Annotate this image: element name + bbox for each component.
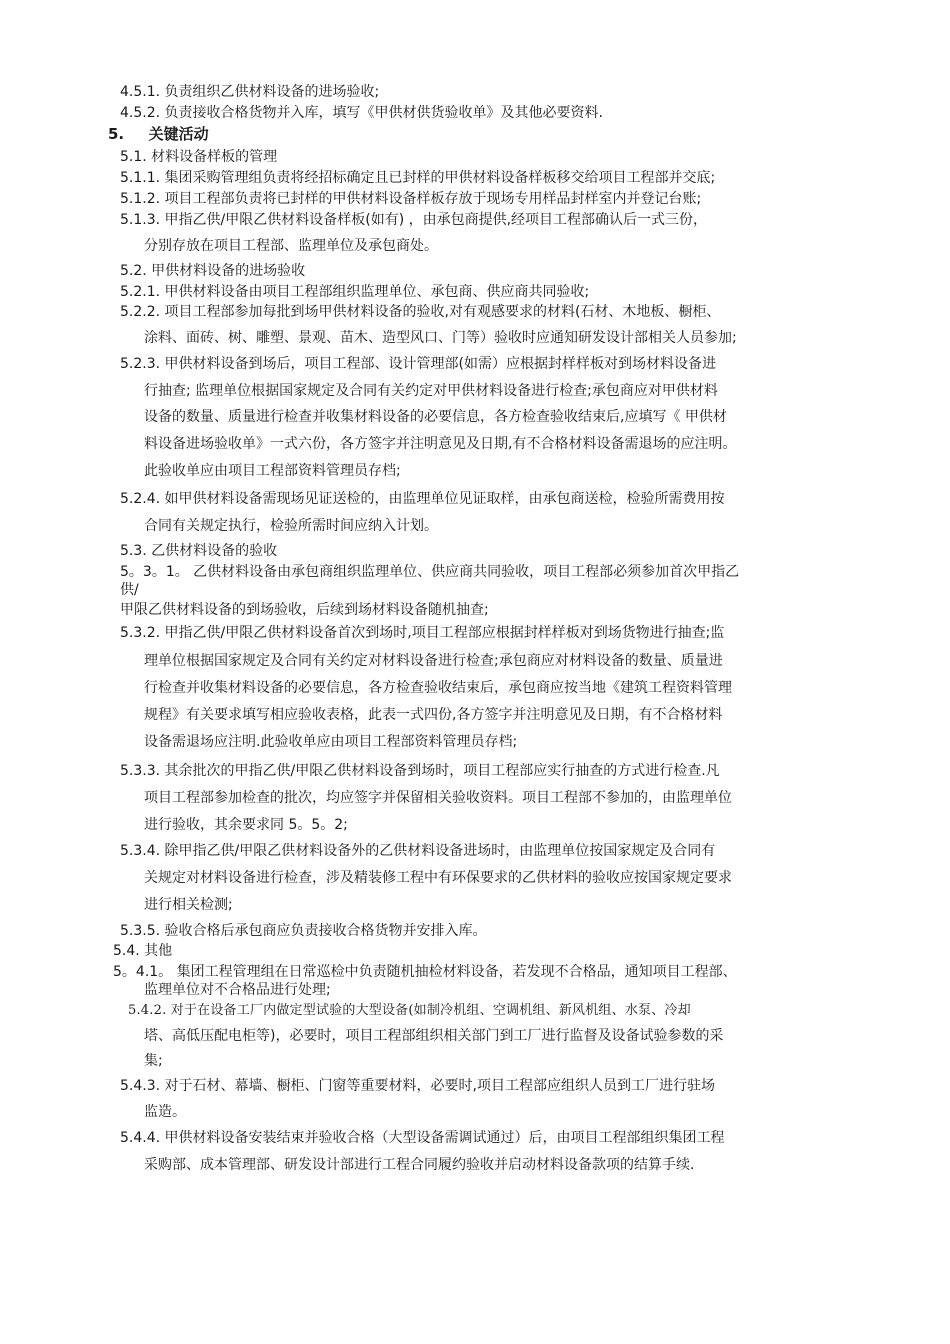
clause-5-2-3-cont-4: 此验收单应由项目工程部资料管理员存档; bbox=[144, 463, 401, 479]
clause-5-2-3-cont-1: 行抽查; 监理单位根据国家规定及合同有关约定对甲供材料设备进行检查;承包商应对甲供材料 bbox=[144, 383, 718, 399]
clause-5-2-1: 5.2.1. 甲供材料设备由项目工程部组织监理单位、承包商、供应商共同验收; bbox=[120, 284, 590, 300]
clause-5-4-1: 5。4.1。 集团工程管理组在日常巡检中负责随机抽检材料设备，若发现不合格品，通知项目工程部、 bbox=[113, 964, 737, 980]
clause-5-2-2: 5.2.2. 项目工程部参加每批到场甲供材料设备的验收,对有观感要求的材料(石材、木地板、橱柜、 bbox=[120, 304, 721, 320]
clause-5-3-4: 5.3.4. 除甲指乙供/甲限乙供材料设备外的乙供材料设备进场时，由监理单位按国家规定及合同有 bbox=[120, 843, 716, 859]
subsection-5-3: 5.3. 乙供材料设备的验收 bbox=[120, 543, 278, 559]
clause-5-3-2-cont-3: 规程》有关要求填写相应验收表格，此表一式四份,各方签字并注明意见及日期，有不合格材料 bbox=[144, 707, 723, 723]
clause-5-3-1-cont: 甲限乙供材料设备的到场验收，后续到场材料设备随机抽查; bbox=[120, 602, 489, 618]
clause-4-5-1: 4.5.1. 负责组织乙供材料设备的进场验收; bbox=[120, 84, 380, 100]
clause-5-3-3-cont-1: 项目工程部参加检查的批次，均应签字并保留相关验收资料。项目工程部不参加的，由监理单位 bbox=[144, 790, 732, 806]
clause-5-1-3-cont: 分别存放在项目工程部、监理单位及承包商处。 bbox=[144, 238, 438, 254]
section-5-number: 5. bbox=[108, 125, 125, 143]
clause-5-4-2-cont-1: 塔、高低压配电柜等)，必要时，项目工程部组织相关部门到工厂进行监督及设备试验参数的采 bbox=[144, 1028, 724, 1044]
clause-5-2-4-cont: 合同有关规定执行，检验所需时间应纳入计划。 bbox=[144, 518, 438, 534]
clause-5-3-2-cont-4: 设备需退场应注明.此验收单应由项目工程部资料管理员存档; bbox=[144, 734, 518, 750]
clause-5-3-4-cont-1: 关规定对材料设备进行检查，涉及精装修工程中有环保要求的乙供材料的验收应按国家规定要求 bbox=[144, 870, 732, 886]
clause-5-1-3: 5.1.3. 甲指乙供/甲限乙供材料设备样板(如有) ，由承包商提供,经项目工程部确认后一式三份， bbox=[120, 212, 708, 228]
clause-5-2-2-cont: 涂料、面砖、树、雕塑、景观、苗木、造型风口、门等）验收时应通知研发设计部相关人员参加; bbox=[144, 330, 737, 346]
clause-5-1-1: 5.1.1. 集团采购管理组负责将经招标确定且已封样的甲供材料设备样板移交给项目工程部并交底; bbox=[120, 170, 716, 186]
clause-5-4-4: 5.4.4. 甲供材料设备安装结束并验收合格（大型设备需调试通过）后，由项目工程部组织集团工程 bbox=[120, 1130, 725, 1146]
subsection-5-4: 5.4. 其他 bbox=[113, 943, 173, 959]
clause-5-4-1-cont: 监理单位对不合格品进行处理; bbox=[144, 982, 331, 998]
clause-5-3-2-cont-2: 行检查并收集材料设备的必要信息，各方检查验收结束后，承包商应按当地《建筑工程资料管理 bbox=[144, 680, 732, 696]
clause-5-1-2: 5.1.2. 项目工程部负责将已封样的甲供材料设备样板存放于现场专用样品封样室内并登记台账; bbox=[120, 191, 702, 207]
subsection-5-1: 5.1. 材料设备样板的管理 bbox=[120, 149, 278, 165]
clause-4-5-2: 4.5.2. 负责接收合格货物并入库，填写《甲供材供货验收单》及其他必要资料. bbox=[120, 105, 603, 121]
clause-5-3-4-cont-2: 进行相关检测; bbox=[144, 897, 233, 913]
clause-5-3-2-cont-1: 理单位根据国家规定及合同有关约定对材料设备进行检查;承包商应对材料设备的数量、质量进 bbox=[144, 653, 723, 669]
section-5-heading bbox=[108, 125, 209, 143]
clause-5-3-3: 5.3.3. 其余批次的甲指乙供/甲限乙供材料设备到场时，项目工程部应实行抽查的方式进行检查.凡 bbox=[120, 763, 720, 779]
clause-5-3-3-cont-2: 进行验收，其余要求同 5。5。2; bbox=[144, 817, 348, 833]
clause-5-3-1-wrap: 供/ bbox=[120, 582, 139, 598]
clause-5-4-2-cont-2: 集; bbox=[144, 1053, 163, 1069]
clause-5-3-1: 5。3。1。 乙供材料设备由承包商组织监理单位、供应商共同验收，项目工程部必须参加首次甲指乙 bbox=[120, 564, 740, 580]
subsection-5-2: 5.2. 甲供材料设备的进场验收 bbox=[120, 263, 306, 279]
clause-5-2-3: 5.2.3. 甲供材料设备到场后，项目工程部、设计管理部(如需）应根据封样样板对到场材料设备进 bbox=[120, 356, 716, 372]
clause-5-4-3-cont: 监造。 bbox=[144, 1104, 186, 1120]
clause-5-2-3-cont-2: 设备的数量、质量进行检查并收集材料设备的必要信息，各方检查验收结束后,应填写《 甲供材 bbox=[144, 409, 727, 425]
clause-5-2-4: 5.2.4. 如甲供材料设备需现场见证送检的，由监理单位见证取样，由承包商送检，检验所需费用按 bbox=[120, 491, 725, 507]
clause-5-4-3: 5.4.3. 对于石材、幕墙、橱柜、门窗等重要材料，必要时,项目工程部应组织人员到工厂进行驻场 bbox=[120, 1078, 715, 1094]
clause-5-3-2: 5.3.2. 甲指乙供/甲限乙供材料设备首次到场时,项目工程部应根据封样样板对到场货物进行抽查;监 bbox=[120, 625, 725, 641]
clause-5-3-5: 5.3.5. 验收合格后承包商应负责接收合格货物并安排入库。 bbox=[120, 923, 487, 939]
clause-5-2-3-cont-3: 料设备进场验收单》一式六份，各方签字并注明意见及日期,有不合格材料设备需退场的应注明。 bbox=[144, 436, 737, 452]
section-5-title: 关键活动 bbox=[148, 125, 209, 143]
clause-5-4-4-cont: 采购部、成本管理部、研发设计部进行工程合同履约验收并启动材料设备款项的结算手续. bbox=[144, 1157, 695, 1173]
clause-5-4-2: 5.4.2. 对于在设备工厂内做定型试验的大型设备(如制冷机组、空调机组、新风机组、水泵、冷却 bbox=[128, 1003, 691, 1018]
